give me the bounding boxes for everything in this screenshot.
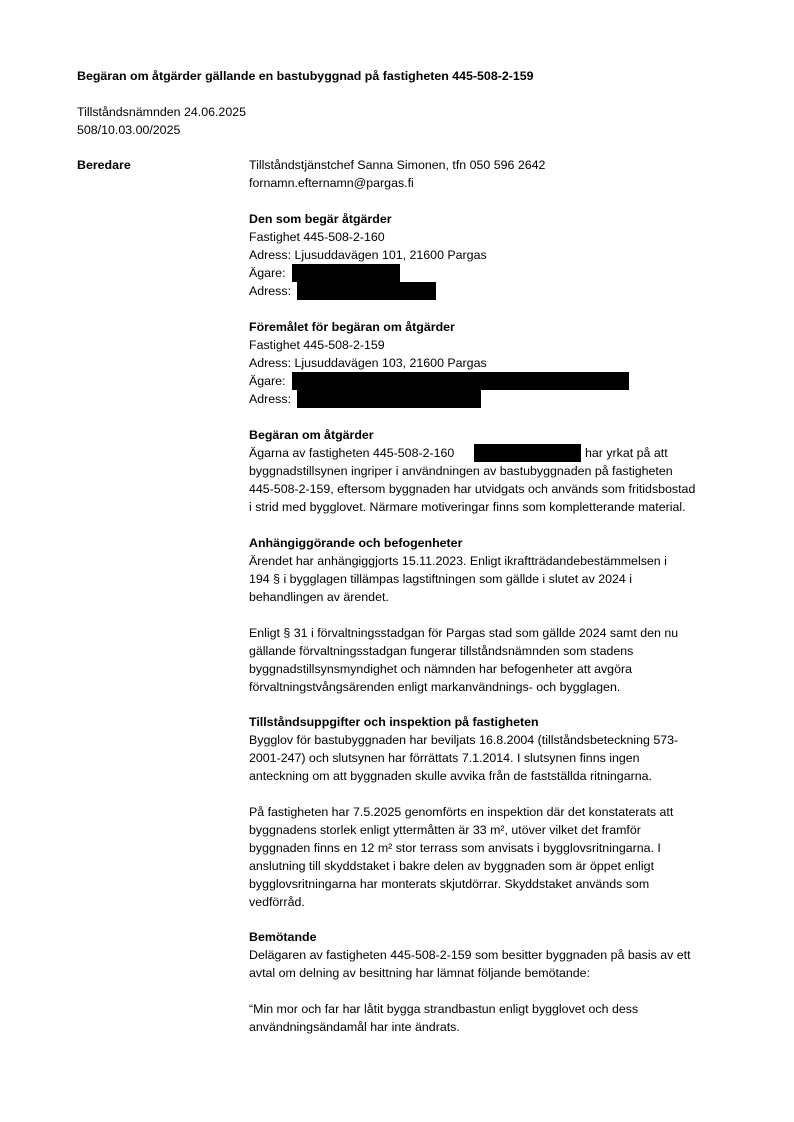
requester-property: Fastighet 445-508-2-160	[249, 230, 385, 244]
requester-heading: Den som begär åtgärder	[249, 212, 392, 226]
pending-line: gällande förvaltningsstadgan fungerar tillståndsnämnden som stadens	[249, 644, 634, 658]
request-line: i strid med bygglovet. Närmare motiveringar finns som kompletterande material.	[249, 500, 686, 514]
pending-line: förvaltningstvångsärenden enligt markanvändnings- och bygglagen.	[249, 680, 621, 694]
redaction-bar	[297, 390, 481, 408]
permits-line: 2001-247) och slutsynen har förrättats 7.1.2014. I slutsynen finns ingen	[249, 751, 640, 765]
redaction-bar	[292, 372, 629, 390]
statement-quote-line: användningsändamål har inte ändrats.	[249, 1020, 460, 1034]
preparer-name: Tillståndstjänstchef Sanna Simonen, tfn 050 596 2642	[249, 158, 546, 172]
subject-heading: Föremålet för begäran om åtgärder	[249, 320, 455, 334]
permits-line: bygglovsritningarna har monterats skjutdörrar. Skyddstaket används som	[249, 877, 650, 891]
permits-line: vedförråd.	[249, 895, 305, 909]
pending-heading: Anhängiggörande och befogenheter	[249, 536, 463, 550]
preparer-label: Beredare	[77, 158, 131, 172]
pending-line: 194 § i bygglagen tillämpas lagstiftningen som gällde i slutet av 2024 i	[249, 572, 632, 586]
requester-address-label: Adress:	[249, 284, 292, 298]
meeting-date: Tillståndsnämnden 24.06.2025	[77, 105, 246, 119]
pending-line: byggnadstillsynsmyndighet och nämnden har befogenheter att avgöra	[249, 662, 632, 676]
pending-line: behandlingen av ärendet.	[249, 590, 389, 604]
statement-heading: Bemötande	[249, 930, 317, 944]
subject-owner-label: Ägare:	[249, 374, 286, 388]
request-line: Ägarna av fastigheten 445-508-2-160	[249, 446, 455, 460]
statement-quote-line: “Min mor och far har låtit bygga strandbastun enligt bygglovet och dess	[249, 1002, 639, 1016]
permits-line: byggnadens storlek enligt yttermåtten är 33 m², utöver vilket det framför	[249, 823, 641, 837]
pending-line: Enligt § 31 i förvaltningsstadgan för Pargas stad som gällde 2024 samt den nu	[249, 626, 679, 640]
redaction-bar	[292, 264, 400, 282]
statement-line: avtal om delning av besittning har lämnat följande bemötande:	[249, 966, 590, 980]
request-line: 445-508-2-159, eftersom byggnaden har utvidgats och används som fritidsbostad	[249, 482, 696, 496]
subject-address: Adress: Ljusuddavägen 103, 21600 Pargas	[249, 356, 487, 370]
requester-owner-label: Ägare:	[249, 266, 286, 280]
permits-line: anslutning till skyddstaket i bakre delen av byggnaden som är öppet enligt	[249, 859, 655, 873]
permits-line: På fastigheten har 7.5.2025 genomförts en inspektion där det konstaterats att	[249, 805, 674, 819]
permits-line: Bygglov för bastubyggnaden har beviljats 16.8.2004 (tillståndsbeteckning 573-	[249, 733, 679, 747]
subject-address-label: Adress:	[249, 392, 292, 406]
request-line: byggnadstillsynen ingriper i användningen av bastubyggnaden på fastigheten	[249, 464, 673, 478]
permits-line: byggnaden finns en 12 m² stor terrass som anvisats i bygglovsritningarna. I	[249, 841, 661, 855]
redaction-bar	[297, 282, 436, 300]
case-number: 508/10.03.00/2025	[77, 123, 181, 137]
redaction-bar	[474, 444, 581, 462]
request-line: har yrkat på att	[585, 446, 668, 460]
document-title: Begäran om åtgärder gällande en bastubyggnad på fastigheten 445-508-2-159	[77, 69, 534, 83]
permits-line: anteckning om att byggnaden skulle avvika från de fastställda ritningarna.	[249, 769, 652, 783]
permits-heading: Tillståndsuppgifter och inspektion på fastigheten	[249, 715, 539, 729]
subject-property: Fastighet 445-508-2-159	[249, 338, 385, 352]
pending-line: Ärendet har anhängiggjorts 15.11.2023. Enligt ikraftträdandebestämmelsen i	[249, 554, 667, 568]
preparer-email: fornamn.efternamn@pargas.fi	[249, 176, 414, 190]
requester-address: Adress: Ljusuddavägen 101, 21600 Pargas	[249, 248, 487, 262]
request-heading: Begäran om åtgärder	[249, 428, 374, 442]
statement-line: Delägaren av fastigheten 445-508-2-159 som besitter byggnaden på basis av ett	[249, 948, 691, 962]
